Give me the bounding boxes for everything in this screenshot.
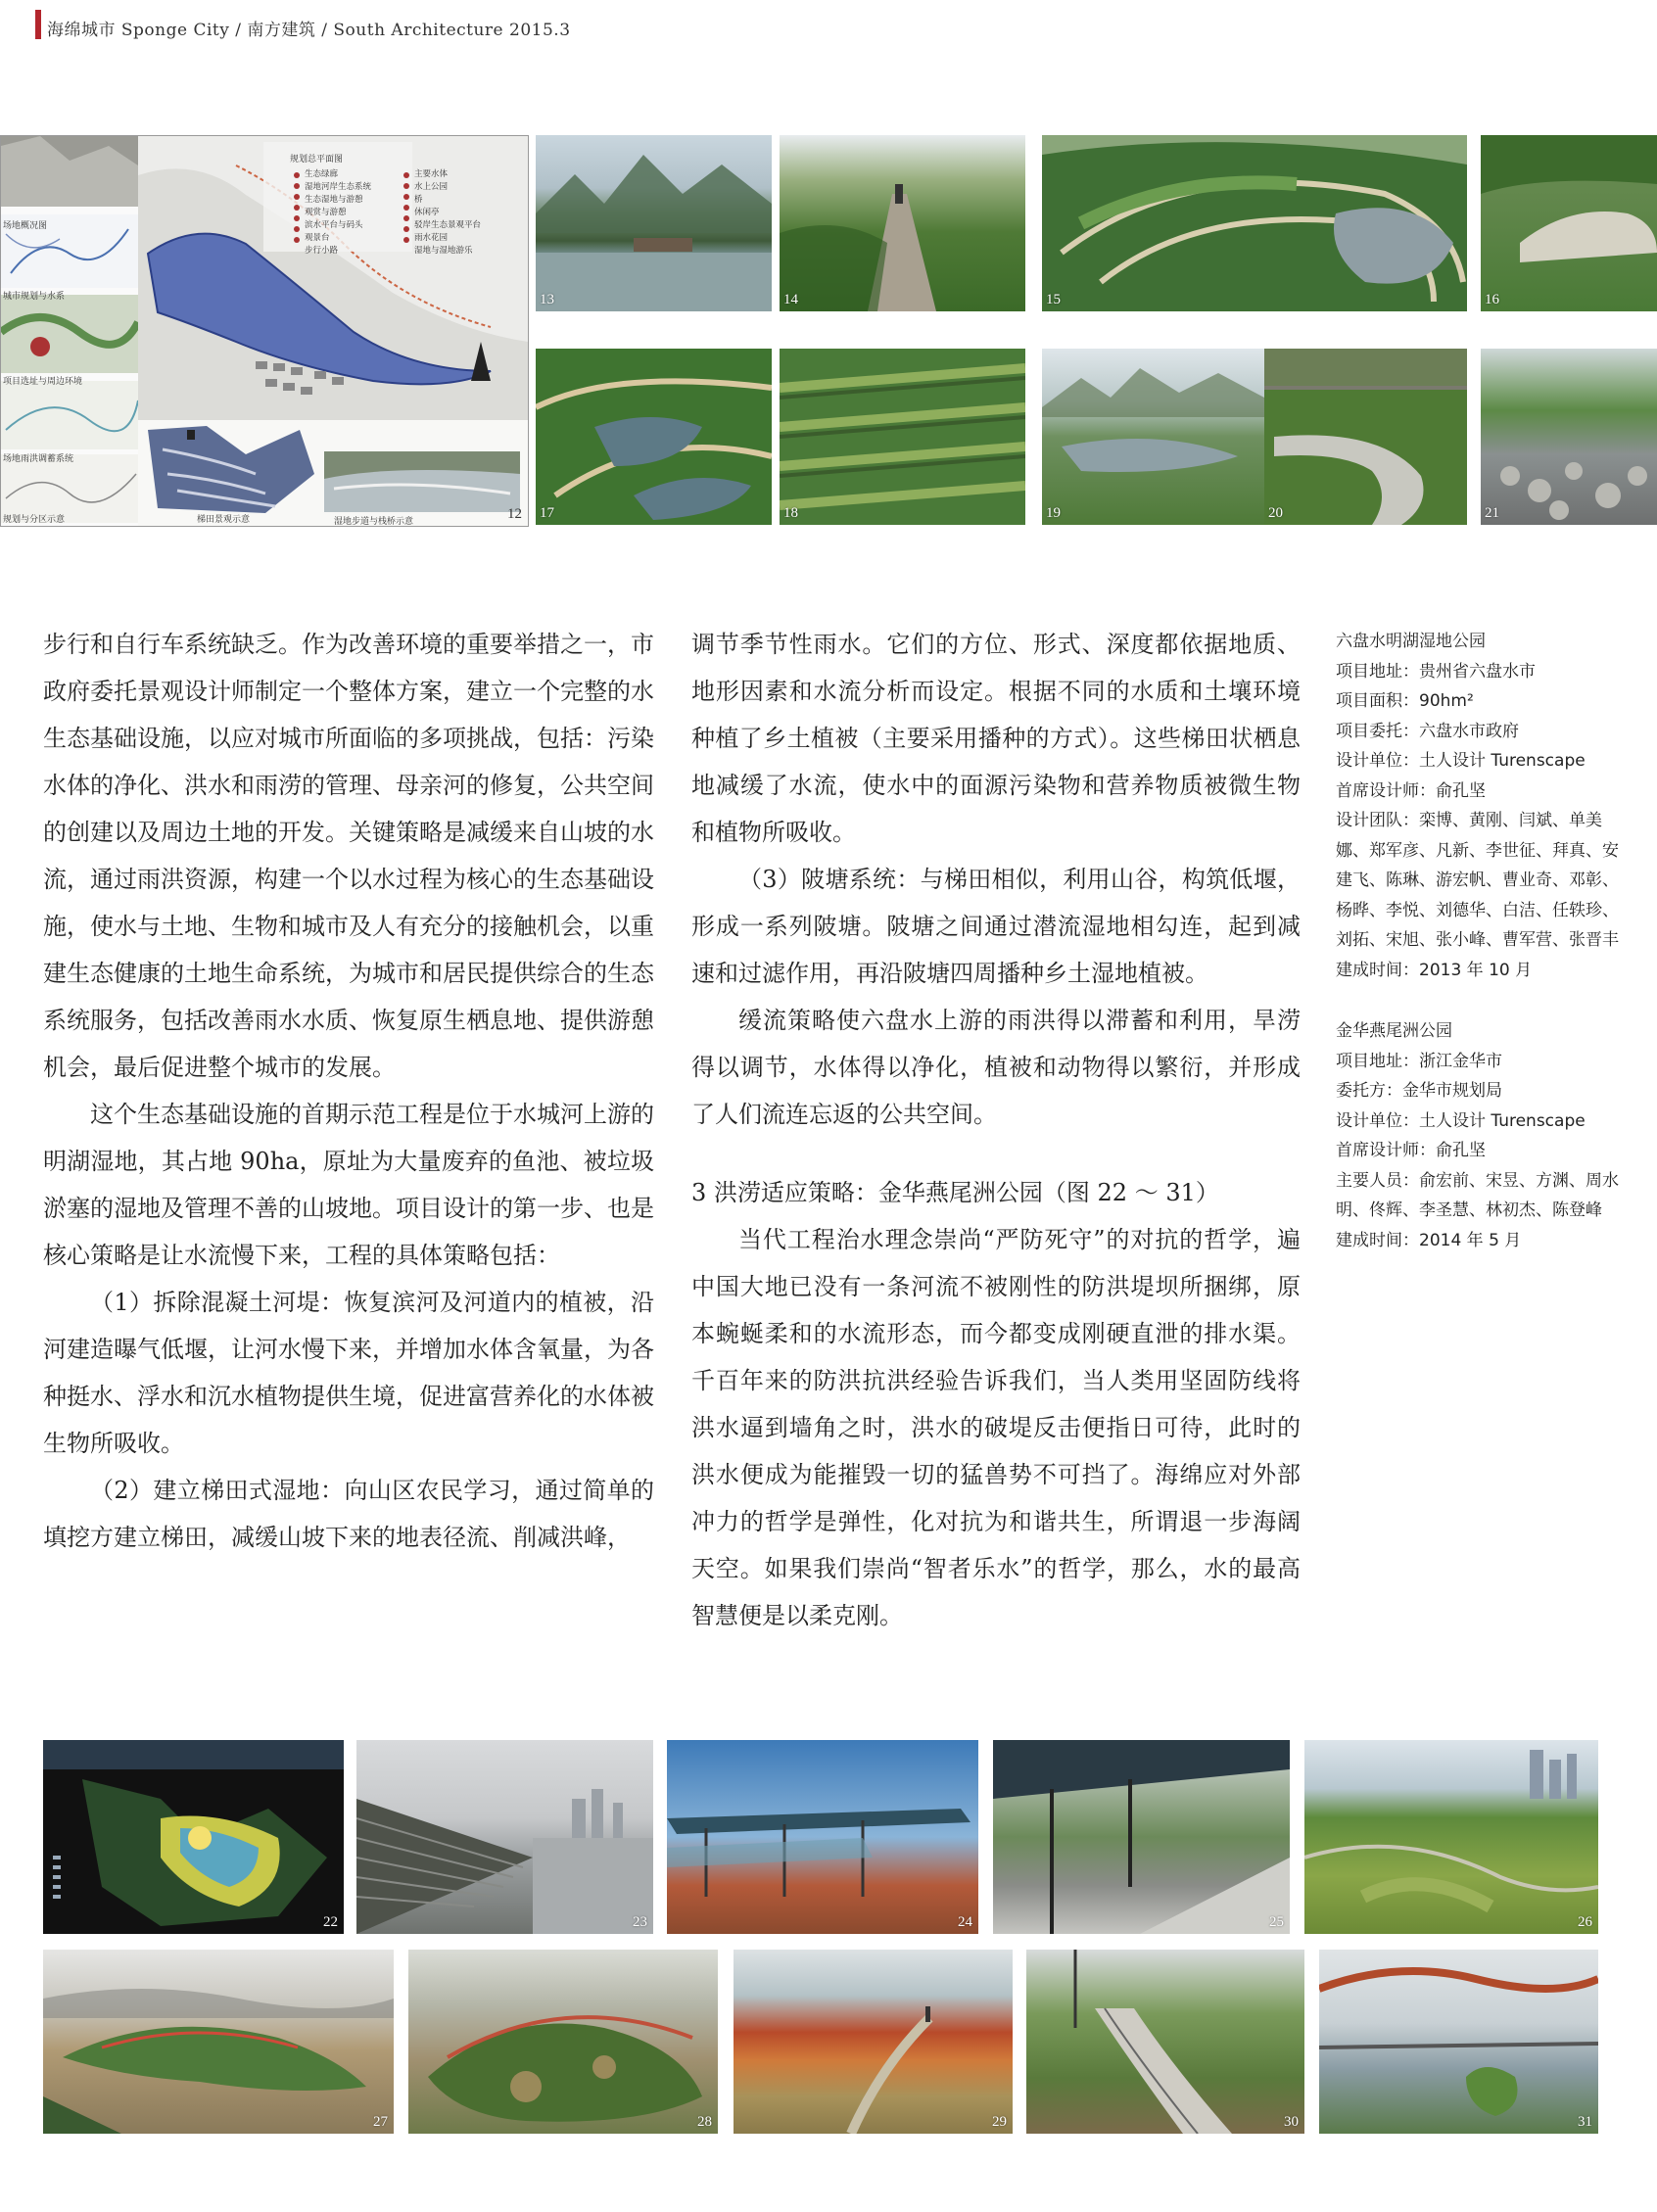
figure-number: 20	[1268, 505, 1283, 521]
plan-caption-1: 场地概况图	[3, 221, 48, 231]
project-2-title: 金华燕尾洲公园	[1336, 1021, 1452, 1041]
figure-number: 31	[1578, 2114, 1592, 2130]
plan-caption-4: 场地雨洪调蓄系统	[3, 454, 74, 464]
plan-legend-left: 生态绿廊 湿地河岸生态系统 生态湿地与游憩 观赏与游憩 滨水平台与码头 观景台 步行小路	[305, 169, 372, 256]
photo-23	[356, 1740, 653, 1934]
info-line: 主要人员：俞宏前、宋昱、方渊、周水明、佟辉、李圣慧、林初杰、陈登峰	[1336, 1170, 1619, 1220]
plan-caption-2: 城市规划与水系	[3, 292, 66, 302]
plan-legend-title: 规划总平面图	[290, 155, 344, 165]
plan-caption-5: 规划与分区示意	[3, 515, 66, 525]
photo-15	[1042, 135, 1467, 311]
info-line: 建成时间：2014 年 5 月	[1336, 1230, 1522, 1250]
plan-caption-bottom-2: 湿地步道与栈桥示意	[334, 517, 414, 527]
photo-18	[780, 349, 1025, 525]
figure-number: 30	[1284, 2114, 1299, 2130]
figure-number: 28	[697, 2114, 712, 2130]
figure-number: 18	[783, 505, 798, 521]
photo-17	[536, 349, 772, 525]
info-line: 建成时间：2013 年 10 月	[1336, 960, 1533, 980]
info-line: 委托方：金华市规划局	[1336, 1081, 1502, 1101]
figure-number: 12	[507, 506, 522, 522]
running-header: 海绵城市 Sponge City / 南方建筑 / South Architecture 2015.3	[47, 21, 571, 40]
photo-22	[43, 1740, 344, 1934]
photo-25	[993, 1740, 1290, 1934]
photo-29	[734, 1950, 1013, 2134]
figure-number: 17	[540, 505, 554, 521]
info-line: 首席设计师：俞孔坚	[1336, 1141, 1486, 1160]
photo-28	[408, 1950, 718, 2134]
text-column-2	[691, 621, 1301, 1639]
figure-number: 27	[373, 2114, 388, 2130]
photo-30	[1026, 1950, 1304, 2134]
figure-number: 24	[958, 1914, 972, 1930]
info-line: 设计单位：土人设计 Turenscape	[1336, 751, 1586, 771]
project-info-sidebar	[1336, 627, 1630, 1255]
figure-number: 26	[1578, 1914, 1592, 1930]
paragraph: （2）建立梯田式湿地：向山区农民学习，通过简单的填挖方建立梯田，减缓山坡下来的地表径流、削减洪峰，	[43, 1477, 654, 1551]
paragraph: （1）拆除混凝土河堤：恢复滨河及河道内的植被，沿河建造曝气低堰，让河水慢下来，并增加水体含氧量，为各种挺水、浮水和沉水植物提供生境，促进富营养化的水体被生物所吸收。	[43, 1289, 654, 1457]
info-line: 首席设计师：俞孔坚	[1336, 780, 1486, 801]
plan-legend-right: 主要水体 水上公园 桥 休闲亭 驳岸生态景观平台 雨水花园 湿地与湿地游乐	[414, 169, 482, 256]
figure-number: 23	[633, 1914, 647, 1930]
figure-number: 16	[1485, 292, 1499, 307]
paragraph: 步行和自行车系统缺乏。作为改善环境的重要举措之一，市政府委托景观设计师制定一个整体方案，建立一个完整的水生态基础设施，以应对城市所面临的多项挑战，包括：污染水体的净化、洪水和雨涝的管理、母亲河的修复，公共空间的创建以及周边土地的开发。关键策略是减缓来自山坡的水流，通过雨洪资源，构建一个以水过程为核心的生态基础设施，使水与土地、生物和城市及人有充分的接触机会，以重建生态健康的土地生命系统，为城市和居民提供综合的生态系统服务，包括改善雨水水质、恢复原生栖息地、提供游憩机会，最后促进整个城市的发展。	[43, 631, 654, 1081]
info-line: 项目委托：六盘水市政府	[1336, 721, 1519, 741]
figure-number: 29	[992, 2114, 1007, 2130]
figure-number: 22	[323, 1914, 338, 1930]
figure-number: 25	[1269, 1914, 1284, 1930]
photo-27	[43, 1950, 394, 2134]
info-line: 设计单位：土人设计 Turenscape	[1336, 1110, 1586, 1131]
photo-24	[667, 1740, 978, 1934]
info-line: 项目面积：90hm²	[1336, 691, 1474, 711]
info-line: 项目地址：贵州省六盘水市	[1336, 661, 1536, 682]
figure-number: 13	[540, 292, 554, 307]
paragraph: （3）陂塘系统：与梯田相似，利用山谷，构筑低堰，形成一系列陂塘。陂塘之间通过潜流湿地相勾连，起到减速和过滤作用，再沿陂塘四周播种乡土湿地植被。	[691, 866, 1301, 987]
photo-31	[1319, 1950, 1598, 2134]
paragraph: 当代工程治水理念崇尚“严防死守”的对抗的哲学，遍中国大地已没有一条河流不被刚性的防洪堤坝所捆绑，原本蜿蜒柔和的水流形态，而今都变成刚硬直泄的排水渠。千百年来的防洪抗洪经验告诉我们，当人类用坚固防线将洪水逼到墙角之时，洪水的破堤反击便指日可待，此时的洪水便成为能摧毁一切的猛兽势不可挡了。海绵应对外部冲力的哲学是弹性，化对抗为和谐共生，所谓退一步海阔天空。如果我们崇尚“智者乐水”的哲学，那么，水的最高智慧便是以柔克刚。	[691, 1226, 1301, 1629]
photo-21	[1481, 349, 1657, 525]
text-column-1	[43, 621, 654, 1561]
photo-26	[1304, 1740, 1598, 1934]
figure-12-master-plan	[0, 135, 529, 527]
photo-19	[1042, 349, 1264, 525]
plan-caption-3: 项目选址与周边环境	[3, 377, 83, 387]
photo-20	[1264, 349, 1467, 525]
plan-caption-bottom-1: 梯田景观示意	[197, 515, 251, 525]
photo-14	[780, 135, 1025, 311]
figure-number: 15	[1046, 292, 1061, 307]
paragraph: 这个生态基础设施的首期示范工程是位于水城河上游的明湖湿地，其占地 90ha，原址为大量废弃的鱼池、被垃圾淤塞的湿地及管理不善的山坡地。项目设计的第一步、也是核心策略是让水流慢下来，工程的具体策略包括：	[43, 1101, 654, 1269]
figure-number: 21	[1485, 505, 1499, 521]
project-1-title: 六盘水明湖湿地公园	[1336, 632, 1486, 651]
paragraph: 缓流策略使六盘水上游的雨洪得以滞蓄和利用，旱涝得以调节，水体得以净化，植被和动物得以繁衍，并形成了人们流连忘返的公共空间。	[691, 1007, 1301, 1128]
info-line: 设计团队：栾博、黄刚、闫斌、单美娜、郑军彦、凡新、李世征、拜真、安建飞、陈琳、游宏帆、曹业奇、邓彰、杨晔、李悦、刘德华、白洁、任轶珍、刘拓、宋旭、张小峰、曹军营、张晋丰	[1336, 811, 1619, 950]
figure-number: 14	[783, 292, 798, 307]
figure-number: 19	[1046, 505, 1061, 521]
photo-13	[536, 135, 772, 311]
photo-16	[1481, 135, 1657, 311]
paragraph: 调节季节性雨水。它们的方位、形式、深度都依据地质、地形因素和水流分析而设定。根据不同的水质和土壤环境种植了乡土植被（主要采用播种的方式）。这些梯田状栖息地减缓了水流，使水中的面源污染物和营养物质被微生物和植物所吸收。	[691, 631, 1301, 846]
info-line: 项目地址：浙江金华市	[1336, 1051, 1502, 1071]
section-heading: 3 洪涝适应策略：金华燕尾洲公园（图 22 ～ 31）	[691, 1179, 1219, 1206]
